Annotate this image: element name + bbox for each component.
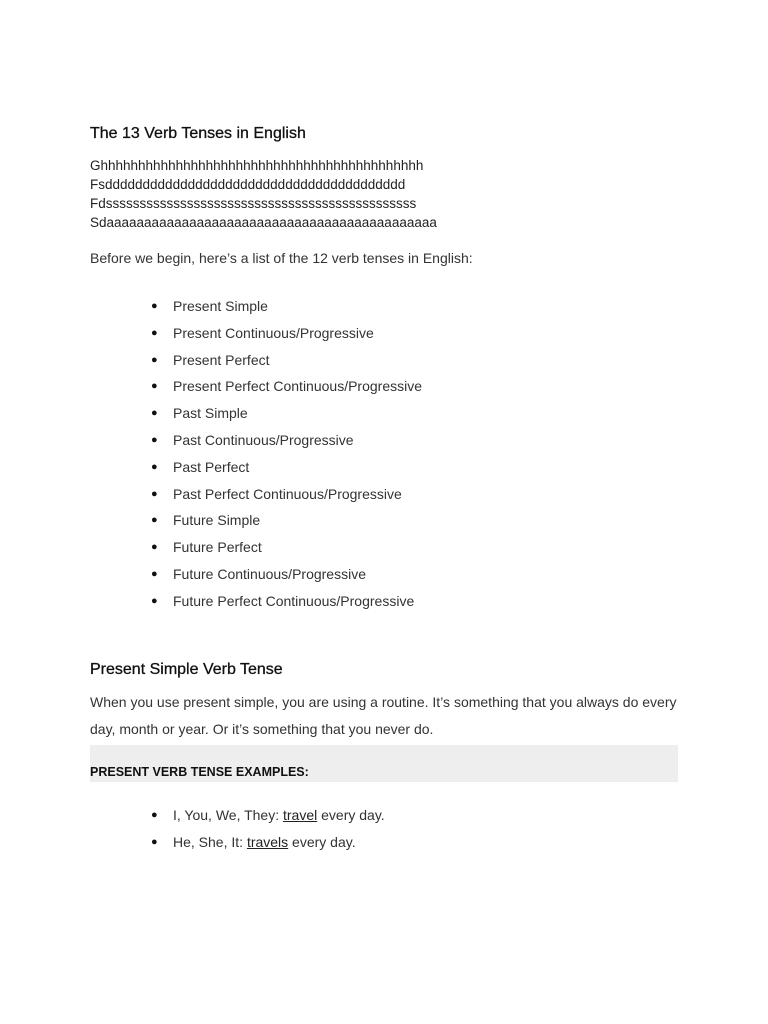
section-paragraph: When you use present simple, you are using a routine. It’s something that you always do every day, month or year. Or it’s something that you never do. — [90, 694, 677, 737]
tense-label: Future Perfect Continuous/Progressive — [173, 592, 415, 609]
list-item — [90, 805, 385, 832]
bullet-icon: ● — [151, 487, 158, 500]
examples-header-label: PRESENT VERB TENSE EXAMPLES: — [90, 765, 309, 779]
tense-label: Future Continuous/Progressive — [173, 565, 366, 582]
tense-label: Past Simple — [173, 405, 248, 422]
tense-label: Past Perfect Continuous/Progressive — [173, 485, 402, 502]
tense-label: Present Perfect Continuous/Progressive — [173, 378, 423, 395]
filler-line: Sdaaaaaaaaaaaaaaaaaaaaaaaaaaaaaaaaaaaaaaaaaaaa — [90, 215, 437, 230]
bullet-icon: ● — [151, 326, 158, 339]
tense-label: Past Perfect — [173, 458, 250, 475]
tense-label: Present Simple — [173, 298, 268, 314]
list-item — [90, 484, 422, 511]
bullet-icon: ● — [151, 836, 158, 848]
example-subject: I, You, We, They: — [173, 807, 283, 823]
bullet-icon: ● — [151, 541, 158, 554]
example-rest: every day. — [317, 807, 385, 823]
list-item — [90, 350, 422, 377]
bullet-icon: ● — [151, 433, 158, 446]
section-title: Present Simple Verb Tense — [90, 661, 283, 678]
list-item — [90, 457, 422, 484]
example-subject: He, She, It: — [173, 834, 247, 850]
bullet-icon: ● — [151, 460, 158, 473]
tense-label: Present Continuous/Progressive — [173, 324, 374, 341]
bullet-icon: ● — [151, 514, 158, 527]
bullet-icon: ● — [151, 809, 158, 821]
tense-label: Present Perfect — [173, 351, 270, 368]
list-item — [90, 564, 422, 591]
list-item — [90, 323, 422, 350]
intro-text: Before we begin, here’s a list of the 12 verb tenses in English: — [90, 250, 473, 266]
example-verb: travels — [246, 834, 289, 850]
filler-line: Fsdddddddddddddddddddddddddddddddddddddddd — [90, 177, 406, 192]
list-item — [90, 403, 422, 430]
document-title: The 13 Verb Tenses in English — [90, 125, 306, 142]
list-item — [90, 430, 422, 457]
tense-label: Future Simple — [173, 512, 261, 529]
examples-list — [90, 805, 385, 859]
tense-list — [90, 296, 422, 618]
bullet-icon: ● — [151, 380, 158, 393]
tense-label: Future Perfect — [173, 539, 262, 556]
bullet-icon: ● — [151, 594, 158, 607]
list-item — [90, 832, 385, 859]
tense-label: Past Continuous/Progressive — [173, 431, 354, 448]
bullet-icon: ● — [151, 407, 158, 420]
bullet-icon: ● — [151, 567, 158, 580]
example-verb: travel — [283, 807, 318, 823]
list-item — [90, 537, 422, 564]
filler-line: Fdssssssssssssssssssssssssssssssssssssssssssssss — [90, 196, 417, 211]
list-item — [90, 376, 422, 403]
list-item — [90, 591, 422, 618]
filler-line: Ghhhhhhhhhhhhhhhhhhhhhhhhhhhhhhhhhhhhhhhhhhh — [90, 158, 424, 173]
example-rest: every day. — [288, 834, 356, 850]
bullet-icon: ● — [151, 353, 158, 366]
filler-text-block — [90, 156, 437, 232]
list-item — [90, 296, 422, 323]
list-item — [90, 510, 422, 537]
bullet-icon: ● — [151, 300, 158, 312]
